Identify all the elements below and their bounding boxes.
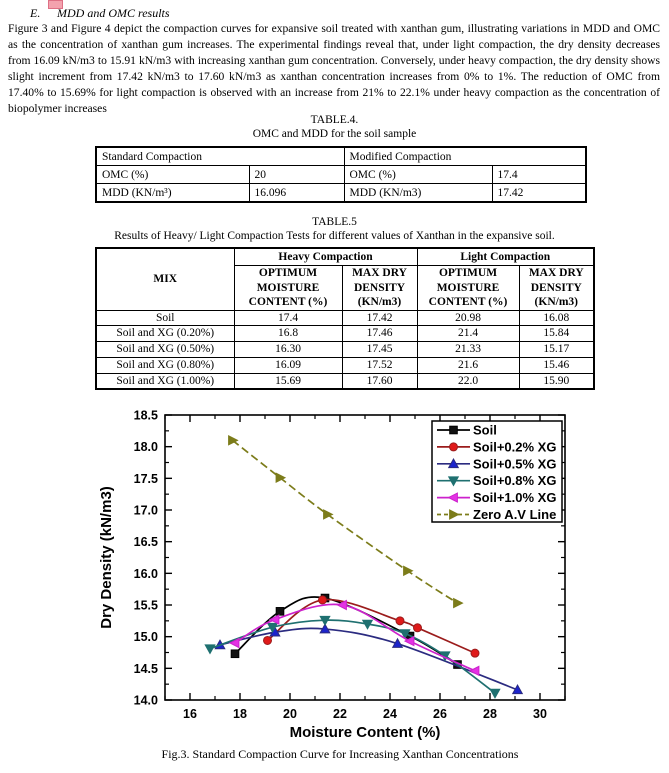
- table5-cell: 15.69: [234, 373, 342, 389]
- table5-cell: 20.98: [417, 310, 519, 326]
- table5-cell: 15.17: [519, 342, 594, 358]
- table5-cell: Soil and XG (0.50%): [96, 342, 234, 358]
- y-tick-label: 16.5: [133, 535, 158, 550]
- y-tick-label: 18.5: [133, 408, 158, 423]
- table5-cell: 16.8: [234, 326, 342, 342]
- table5-cell: 21.4: [417, 326, 519, 342]
- table4-cell: 16.096: [249, 184, 344, 203]
- table5-row: [96, 326, 594, 342]
- table5-heavy-header: Heavy Compaction: [234, 248, 417, 266]
- table5-cell: 17.4: [234, 310, 342, 326]
- data-point-marker: [276, 608, 284, 616]
- y-tick-label: 17.5: [133, 471, 158, 486]
- legend-entry-label: Soil+0.5% XG: [473, 456, 557, 472]
- y-tick-label: 15.0: [133, 630, 158, 645]
- table5-subtitle: Results of Heavy/ Light Compaction Tests for different values of Xanthan in the expansive soil.: [114, 230, 555, 242]
- table5-body: [96, 310, 594, 389]
- table5-mix-header: MIX: [96, 248, 234, 310]
- data-point-marker: [471, 649, 479, 657]
- table4-mdd-row: [96, 184, 586, 203]
- table4-subtitle: OMC and MDD for the soil sample: [252, 128, 417, 140]
- compaction-chart: [95, 403, 585, 747]
- legend-entry-label: Soil+0.8% XG: [473, 473, 557, 489]
- table4-cell: OMC (%): [344, 166, 492, 184]
- table5-cell: 22.0: [417, 373, 519, 389]
- series-line: [233, 440, 458, 603]
- table4-cell: OMC (%): [96, 166, 249, 184]
- y-tick-label: 17.0: [133, 503, 158, 518]
- data-point-marker: [450, 443, 458, 451]
- table5: [95, 247, 595, 390]
- data-point-marker: [490, 689, 500, 698]
- table5-cell: Soil and XG (0.80%): [96, 357, 234, 373]
- x-tick-label: 30: [533, 707, 547, 721]
- table5-light-header: Light Compaction: [417, 248, 594, 266]
- table5-cell: 17.42: [342, 310, 417, 326]
- table5-row: [96, 373, 594, 389]
- x-tick-label: 28: [483, 707, 497, 721]
- table5-omc-header: OPTIMUM MOISTURE CONTENT (%): [417, 266, 519, 311]
- table4-header-row: [96, 147, 586, 166]
- table5-cell: 15.90: [519, 373, 594, 389]
- table5-cell: 15.46: [519, 357, 594, 373]
- y-tick-label: 16.0: [133, 566, 158, 581]
- table5-cell: 21.33: [417, 342, 519, 358]
- table4-cell: 17.4: [492, 166, 586, 184]
- legend-entry-label: Soil+0.2% XG: [473, 439, 557, 455]
- table5-cell: 17.52: [342, 357, 417, 373]
- x-tick-label: 22: [333, 707, 347, 721]
- table5-cell: 16.09: [234, 357, 342, 373]
- table5-group-header-row: [96, 248, 594, 266]
- data-point-marker: [414, 624, 422, 632]
- table5-cell: 17.45: [342, 342, 417, 358]
- y-axis-title: Dry Density (kN/m3): [98, 486, 115, 629]
- table5-cell: 16.30: [234, 342, 342, 358]
- x-tick-label: 26: [433, 707, 447, 721]
- y-tick-label: 15.5: [133, 598, 158, 613]
- table5-cell: 15.84: [519, 326, 594, 342]
- body-paragraph: Figure 3 and Figure 4 depict the compaction curves for expansive soil treated with xanthan gum, illustrating variations in MDD and OMC as the concentration of xanthan gum increases. The experimental findings reveal that, under light compaction, the dry density decreases from 16.09 kN/m3 to 15.91 kN/m3 with increasing xanthan gum concentration. Conversely, under heavy compaction, the dry density shows slight increment from 17.42 kN/m3 to 17.60 kN/m3 as xanthan concentration increases from 0% to 1%. The reduction of OMC from 17.40% to 15.69% for light compaction is observed with an increase from 21% to 22.1% under heavy compaction as the concentration of biopolymer increases: [8, 22, 660, 115]
- data-point-marker: [454, 599, 463, 608]
- table5-row: [96, 357, 594, 373]
- table4: [95, 146, 587, 203]
- data-point-marker: [264, 636, 272, 644]
- legend-entry-label: Soil: [473, 422, 497, 438]
- legend-entry-label: Soil+1.0% XG: [473, 490, 557, 506]
- table5-cell: 17.60: [342, 373, 417, 389]
- table5-cell: 21.6: [417, 357, 519, 373]
- figure-caption: Fig.3. Standard Compaction Curve for Increasing Xanthan Concentrations: [161, 747, 519, 761]
- table5-cell: Soil and XG (1.00%): [96, 373, 234, 389]
- data-point-marker: [450, 426, 458, 434]
- x-tick-label: 24: [383, 707, 397, 721]
- table5-title: TABLE.5: [312, 216, 357, 228]
- data-point-marker: [396, 617, 404, 625]
- section-heading: MDD and OMC results: [57, 6, 170, 20]
- table4-cell: MDD (KN/m³): [96, 184, 249, 203]
- x-tick-label: 18: [233, 707, 247, 721]
- table5-row: [96, 310, 594, 326]
- legend-entry-label: Zero A.V Line: [473, 507, 557, 522]
- table5-mdd-header: MAX DRY DENSITY (KN/m3): [519, 266, 594, 311]
- x-axis-title: Moisture Content (%): [289, 724, 441, 741]
- table4-title: TABLE.4.: [310, 114, 359, 126]
- data-point-marker: [231, 650, 239, 658]
- table5-cell: Soil and XG (0.20%): [96, 326, 234, 342]
- data-point-marker: [205, 645, 215, 654]
- table4-modified-header: Modified Compaction: [344, 147, 586, 166]
- series-line: [268, 600, 476, 654]
- table5-mdd-header: MAX DRY DENSITY (KN/m3): [342, 266, 417, 311]
- table5-cell: 17.46: [342, 326, 417, 342]
- table4-cell: MDD (KN/m3): [344, 184, 492, 203]
- y-tick-label: 14.0: [133, 693, 158, 708]
- x-tick-label: 20: [283, 707, 297, 721]
- table4-cell: 17.42: [492, 184, 586, 203]
- data-point-marker: [319, 596, 327, 604]
- table4-standard-header: Standard Compaction: [96, 147, 344, 166]
- table5-row: [96, 342, 594, 358]
- y-tick-label: 14.5: [133, 661, 158, 676]
- x-tick-label: 16: [183, 707, 197, 721]
- table4-cell: 20: [249, 166, 344, 184]
- table5-cell: 16.08: [519, 310, 594, 326]
- y-tick-label: 18.0: [133, 440, 158, 455]
- table5-cell: Soil: [96, 310, 234, 326]
- section-heading-letter: E.: [30, 6, 41, 20]
- table5-omc-header: OPTIMUM MOISTURE CONTENT (%): [234, 266, 342, 311]
- table4-omc-row: [96, 166, 586, 184]
- data-point-marker: [270, 615, 279, 624]
